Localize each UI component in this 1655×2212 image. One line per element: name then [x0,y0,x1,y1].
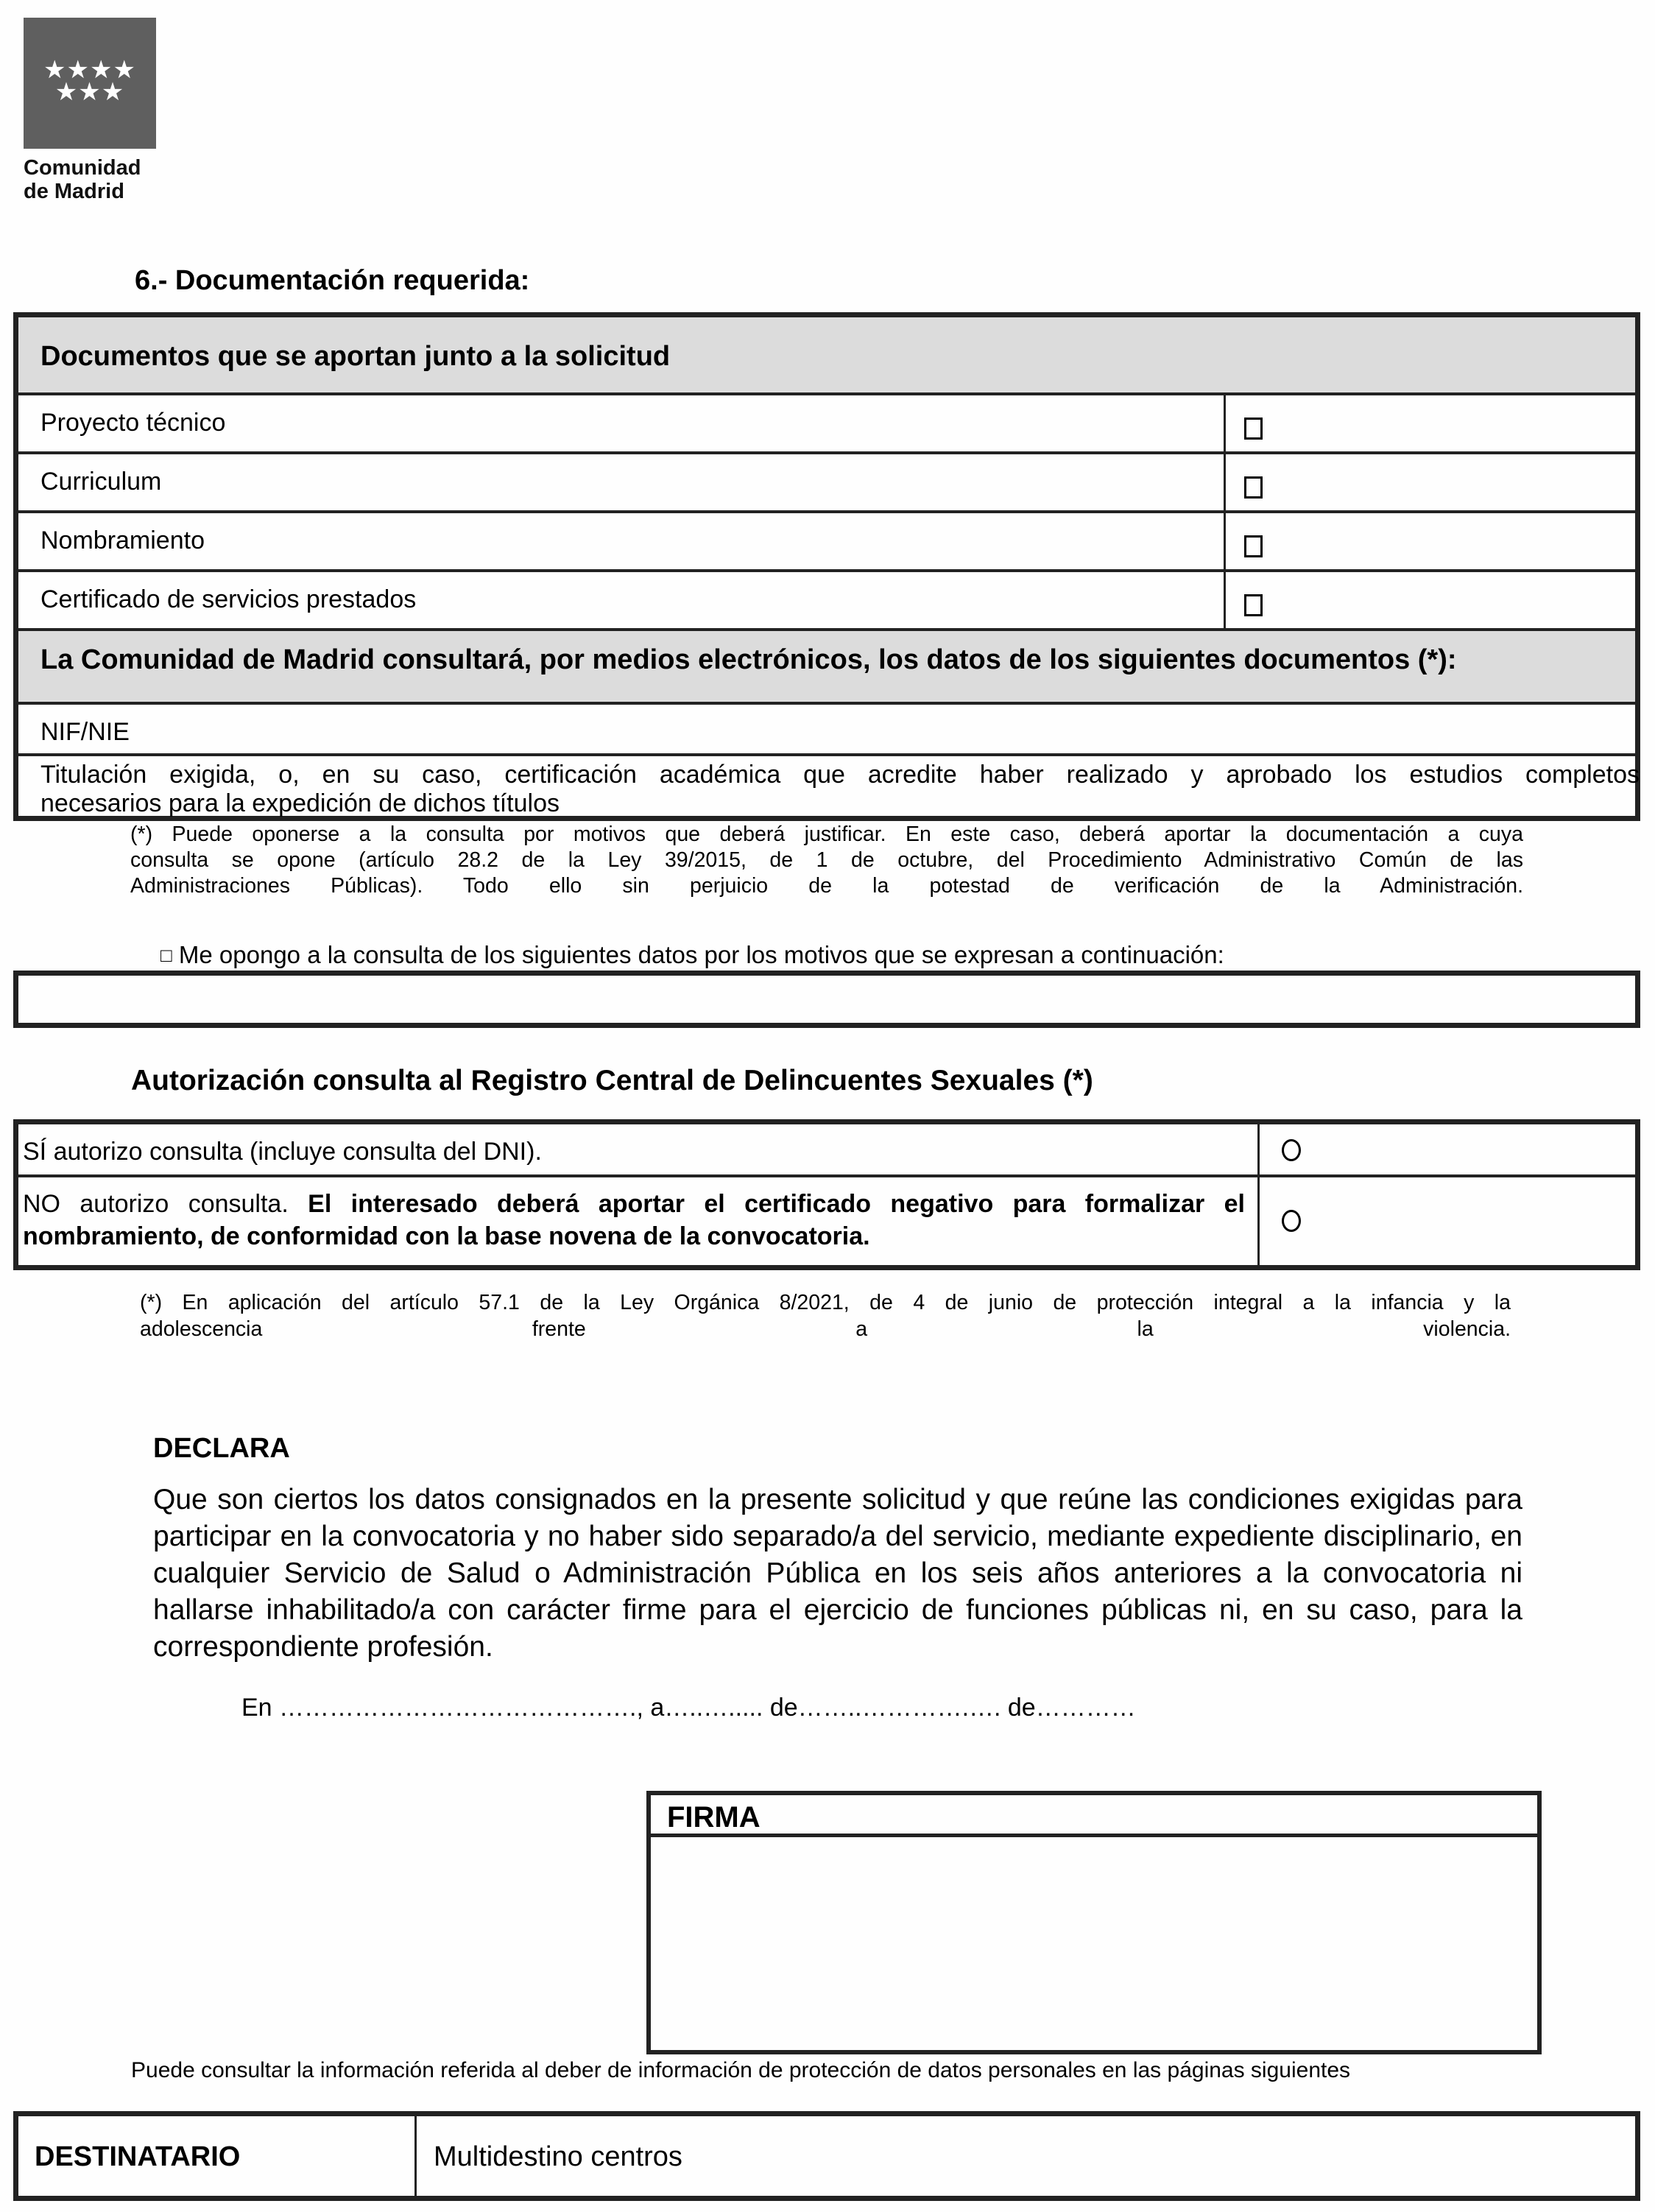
documents-table [13,312,1640,821]
place-date-line[interactable]: En ……………………………………., a…..…..... de……..………….…. de………… [241,1694,1136,1722]
consult-note-line2: consulta se opone (artículo 28.2 de la Ley 39/2015, de 1 de octubre, del Procedimiento Administrativo Común de las [130,848,1523,872]
registry-note-line1: (*) En aplicación del artículo 57.1 de la Ley Orgánica 8/2021, de 4 de junio de protección integral a la infancia y la [140,1291,1511,1314]
signature-box[interactable] [646,1791,1542,2054]
recipient-table [13,2111,1640,2201]
consult-label-nif: NIF/NIE [40,718,130,746]
registry-title: Autorización consulta al Registro Central de Delincuentes Sexuales (*) [131,1065,1093,1096]
registry-radio-yes[interactable] [1282,1139,1301,1161]
documents-table-header [18,317,1635,395]
column-divider [1224,395,1226,633]
recipient-value: Multidestino centros [434,2141,682,2172]
signature-header [651,1795,1537,1837]
documents-header-text: Documentos que se aportan junto a la solicitud [40,341,671,372]
document-label: Curriculum [40,468,162,496]
column-divider [1257,1124,1260,1265]
column-divider [414,2116,417,2196]
logo-line-1: Comunidad [24,156,141,180]
document-checkbox-proyecto-tecnico[interactable] [1244,418,1263,440]
signature-label: FIRMA [667,1801,761,1834]
seven-stars-flag-icon: ★★★★ ★★★ [43,55,136,107]
consult-note-line1: (*) Puede oponerse a la consulta por motivos que deberá justificar. En este caso, deberá aportar la documentación a cuya [130,823,1523,846]
consult-note-line3: Administraciones Públicas). Todo ello sin perjuicio de la potestad de verificación de la Administración. [130,874,1523,898]
consult-header-row [18,631,1635,705]
registry-option-yes-label: SÍ autorizo consulta (incluye consulta del DNI). [23,1138,542,1166]
recipient-label: DESTINATARIO [35,2141,241,2172]
declaration-body: Que son ciertos los datos consignados en la presente solicitud y que reúne las condiciones exigidas para participar en la convocatoria y no haber sido separado/a del servicio, mediante expediente disciplinario, en cualquier Servicio de Salud o Administración Pública en los seis años anteriores a la convocatoria ni hallarse inhabilitado/a con carácter firme para el ejercicio de funciones públicas ni, en su caso, para la correspondiente profesión. [153,1484,1522,1663]
registry-radio-no[interactable] [1282,1210,1301,1232]
consult-header-text: La Comunidad de Madrid consultará, por medios electrónicos, los datos de los siguientes documentos (*): [40,644,1457,675]
opposition-label: Me opongo a la consulta de los siguientes datos por los motivos que se expresan a continuación: [178,941,1224,968]
document-label: Certificado de servicios prestados [40,585,417,613]
document-label: Proyecto técnico [40,409,226,437]
declaration-title: DECLARA [153,1433,290,1464]
document-row [18,513,1635,572]
logo-line-2: de Madrid [24,180,124,203]
consult-label-titulacion-line2: necesarios para la expedición de dichos títulos [40,789,560,817]
document-label: Nombramiento [40,526,205,554]
document-row [18,454,1635,513]
registry-option-no-label: NO autorizo consulta. El interesado deberá aportar el certificado negativo para formalizar el nombramiento, de conformidad con la base novena de la convocatoria. [23,1190,1245,1250]
opposition-reasons-field[interactable] [13,971,1640,1028]
document-row [18,395,1635,454]
consult-row [18,705,1635,756]
registry-option-row [18,1124,1635,1177]
consult-label-titulacion-line1: Titulación exigida, o, en su caso, certificación académica que acredite haber realizado y aprobado los estudios completos [40,761,1640,789]
registry-note-line2: adolescencia frente a la violencia. [140,1317,1511,1341]
opposition-checkbox[interactable]: □ [160,944,172,966]
document-row [18,572,1635,631]
section-title: 6.- Documentación requerida: [135,265,530,296]
logo-text [24,156,163,203]
comunidad-madrid-logo [24,18,156,149]
registry-table [13,1119,1640,1270]
document-checkbox-nombramiento[interactable] [1244,535,1263,557]
document-checkbox-certificado-servicios[interactable] [1244,594,1263,616]
registry-option-row [18,1177,1635,1265]
document-checkbox-curriculum[interactable] [1244,476,1263,499]
consult-row [18,756,1640,817]
privacy-note: Puede consultar la información referida al deber de información de protección de datos personales en las páginas siguientes [131,2058,1351,2082]
opposition-option[interactable] [160,941,1224,969]
